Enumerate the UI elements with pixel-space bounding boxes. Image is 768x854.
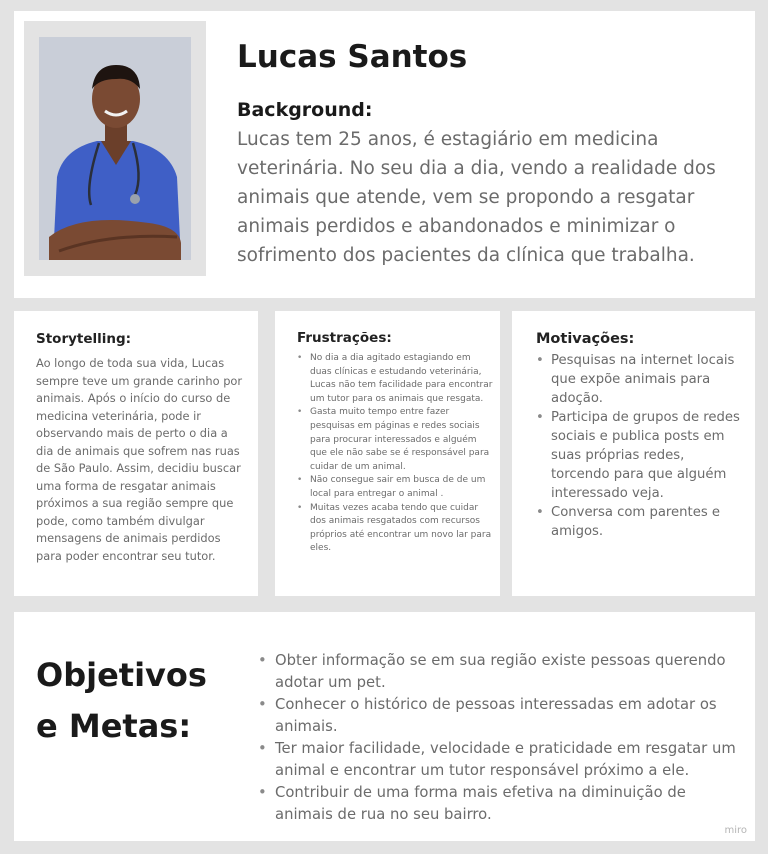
goals-heading-line2: e Metas: — [36, 707, 192, 745]
motivations-list — [536, 351, 746, 541]
storytelling-heading: Storytelling: — [36, 331, 132, 347]
persona-photo-illustration — [39, 37, 191, 260]
list-item: • Pesquisas na internet locais que expõe animais para adoção. — [536, 351, 746, 408]
miro-watermark: miro — [724, 825, 747, 836]
frustrations-list — [297, 352, 495, 556]
list-item: • Ter maior facilidade, velocidade e praticidade em resgatar um animal e encontrar um tutor responsável próximo a ele. — [258, 738, 738, 782]
persona-photo — [39, 37, 191, 260]
list-item: • Obter informação se em sua região existe pessoas querendo adotar um pet. — [258, 650, 738, 694]
frustrations-heading: Frustrações: — [297, 330, 392, 346]
persona-header-card — [14, 11, 755, 298]
motivations-card — [512, 311, 755, 596]
list-item: • Gasta muito tempo entre fazer pesquisas em páginas e redes sociais para procurar interessados e alguém que ele não sabe se é responsável para cuidar de um animal. — [297, 406, 495, 474]
list-item: • Conhecer o histórico de pessoas interessadas em adotar os animais. — [258, 694, 738, 738]
list-item: • Muitas vezes acaba tendo que cuidar dos animais resgatados com recursos próprios até encontrar um novo lar para eles. — [297, 502, 495, 556]
background-heading: Background: — [237, 99, 373, 121]
storytelling-text: Ao longo de toda sua vida, Lucas sempre teve um grande carinho por animais. Após o início do curso de medicina veterinária, pode ir observando mais de perto o dia a dia de animais que sofrem nas ruas de São Paulo. Assim, decidiu buscar uma forma de resgatar animais próximos a sua região sempre que pode, como também divulgar mensagens de animais perdidos para poder encontrar seu tutor. — [36, 356, 243, 563]
goals-list — [258, 650, 738, 826]
storytelling-card — [14, 311, 258, 596]
goals-heading — [36, 650, 236, 752]
goals-card — [14, 612, 755, 841]
list-item: • Contribuir de uma forma mais efetiva na diminuição de animais de rua no seu bairro. — [258, 782, 738, 826]
frustrations-card — [275, 311, 500, 596]
persona-name: Lucas Santos — [237, 39, 468, 75]
list-item: • No dia a dia agitado estagiando em duas clínicas e estudando veterinária, Lucas não tem facilidade para encontrar um tutor para os animais que resgata. — [297, 352, 495, 406]
list-item: • Não consegue sair em busca de de um local para entregar o animal . — [297, 474, 495, 501]
list-item: • Conversa com parentes e amigos. — [536, 503, 746, 541]
photo-frame — [24, 21, 206, 276]
background-text: Lucas tem 25 anos, é estagiário em medicina veterinária. No seu dia a dia, vendo a realidade dos animais que atende, vem se propondo a resgatar animais perdidos e abandonados e minimizar o sofrimento dos pacientes da clínica que trabalha. — [237, 129, 716, 266]
list-item: • Participa de grupos de redes sociais e publica posts em suas próprias redes, torcendo para que alguém interessado veja. — [536, 408, 746, 503]
motivations-heading: Motivações: — [536, 331, 635, 347]
goals-heading-line1: Objetivos — [36, 656, 207, 694]
